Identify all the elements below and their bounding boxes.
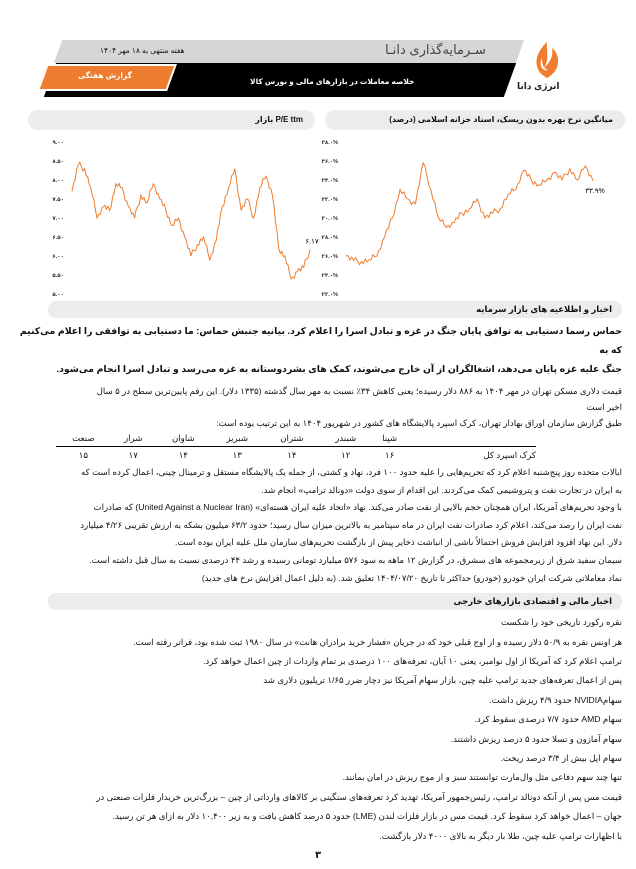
y-tick-label: ۳۲.۰% [321,197,338,203]
week-label: هفته منتهی به ۱۸ مهر ۱۴۰۴ [100,46,185,55]
table-header [408,431,536,447]
news-line: جنگ علیه غزه پایان می‌دهد، اشغالگران از آن خارج می‌شوند، کمک های بشردوستانه به غزه می‌رسد و تبادل اسرا انجام می‌شود. [56,364,622,374]
news-line: سهام AMD حدود ۷/۷ درصدی سقوط کرد. [474,714,622,725]
crack-spread-table [56,431,536,464]
news-line: نفت ایران را رصد می‌کند، اعلام کرد صادرات نفت ایران در ماه سپتامبر به بالاترین میزان سال رسید؛ حدود ۶۳/۲ میلیون بشکه به ارزش تقریبی ۴/۲۶ میلیارد [80,519,622,530]
company-name: سـرمایه‌گذاری دانـا [385,42,486,57]
table-cell: کرک اسپرد کل [483,450,536,460]
news-line: با وجود تحریم‌های آمریکا، ایران همچنان حجم بالایی از نفت صادر می‌کند. نهاد «اتحاد علیه ایران هسته‌ای» (United Against a Nuclear Iran) که صادرات [93,502,622,513]
table-cell: ۱۷ [128,450,138,460]
table-cell: ۱۶ [385,450,395,460]
y-tick-label: ۳۶.۰% [321,159,338,165]
news-line: دلار. این نهاد افزود افزایش فروش احتمالاً ناشی از انباشت ذخایر پیش از بازگشت تحریم‌های سازمان ملل علیه ایران بوده است. [175,537,622,548]
y-tick-label: ۳۴.۰% [321,178,338,184]
news-line: ترامپ اعلام کرد که آمریکا از اول نوامبر، یعنی ۱۰ آبان، تعرفه‌های ۱۰۰ درصدی بر تمام واردات از چین اعمال خواهد کرد. [202,655,622,666]
foreign-section-header: اخبار مالی و اقتصادی بازارهای خارجی [48,593,622,610]
news-line: جهان – اعمال خواهد کرد سقوط کرد. قیمت مس در بازار فلزات لندن (LME) حدود ۵ درصد کاهش یافت و به زیر ۱۰,۴۰۰ دلار به ازای هر تن رسید. [112,811,622,822]
last-value-label: ۳۳.۹% [585,187,605,195]
y-tick-label: ۶.۵۰ [52,235,64,241]
y-tick-label: ۸.۵۰ [52,159,64,165]
table-header: شبریز [211,431,264,447]
series-line [72,163,310,279]
domestic-news-hamas [14,322,622,379]
news-line: با اظهارات ترامپ علیه چین، طلا بار دیگر به بالای ۴۰۰۰ دلار بازگشت. [379,830,622,841]
y-tick-label: ۷.۰۰ [52,216,64,222]
news-line: اخیر است [586,402,622,412]
domestic-news-list [14,464,622,587]
domestic-news-housing [14,383,622,415]
flame-logo-icon [522,40,572,80]
news-line: تنها چند سهم دفاعی مثل وال‌مارت توانستند سبز و از موج ریزش در امان بمانند. [342,772,622,783]
domestic-section-header: اخبار و اطلاعیه های بازار سرمایه [48,301,622,318]
pe-chart-title: P/E ttm بازار [28,110,315,130]
table-cell: ۱۵ [78,450,88,460]
series-line [346,163,593,265]
crack-spread-intro: طبق گزارش سازمان اوراق بهادار تهران، کرک اسپرد پالایشگاه های کشور در شهریور ۱۴۰۴ به این ترتیب بوده است: [216,418,622,428]
y-tick-label: ۲۶.۰% [321,254,338,260]
report-body [14,301,622,869]
table-cell: ۱۴ [287,450,297,460]
report-type-label: گزارش هفتگی [78,71,132,80]
news-line: به ایران در تجارت نفت و پتروشیمی کمک می‌کردند. این اقدام از سوی دولت «دونالد ترامپ» انجام شد. [261,484,622,495]
y-tick-label: ۳۰.۰% [321,216,338,222]
last-value-label: ۶.۱۷ [305,238,319,246]
news-line: حماس رسما دستیابی به توافق پایان جنگ در غزه و تبادل اسرا را اعلام کرد. بیانیه جنبش حماس: ما دستیابی به توافقی را اعلام می‌کنیم که به [19,326,622,355]
y-tick-label: ۲۸.۰% [321,235,338,241]
y-tick-label: ۲۲.۰% [321,292,338,298]
y-tick-label: ۵.۰۰ [52,292,64,298]
y-tick-label: ۷.۵۰ [52,197,64,203]
table-header: شتران [264,431,321,447]
pe-chart [30,134,320,300]
table-cell: ۱۴ [178,450,188,460]
y-tick-label: ۵.۵۰ [52,273,64,279]
table-cell: ۱۲ [341,450,351,460]
table-cell: ۱۳ [232,450,242,460]
news-line: نماد معاملاتی شرکت ایران خودرو (خودرو) حداکثر تا تاریخ ۱۴۰۴/۰۷/۲۰ تعلیق شد. (به دلیل اعمال افزایش نرخ های جدید) [201,572,622,583]
foreign-news-list [14,613,622,846]
news-line: سهام اپل بیش از ۳/۴ درصد ریخت. [500,753,622,763]
y-tick-label: ۳۸.۰% [321,140,338,146]
table-header: شپنا [371,431,408,447]
logo-text: انرژی دانا [517,81,560,91]
news-line: قیمت دلاری مسکن تهران در مهر ۱۴۰۴ به ۸۸۶ دلار رسیده؛ یعنی کاهش ۳۴٪ نسبت به مهر سال گذشته (۱۳۳۵ دلار). این رقم پایین‌ترین سطح در ۵ سال [96,386,622,396]
table-header: شبندر [320,431,371,447]
y-tick-label: ۸.۰۰ [52,178,64,184]
rate-chart-title: میانگین نرخ بهره بدون ریسک، اسناد خزانه اسلامی (درصد) [325,110,625,130]
page-number: ۳ [314,850,322,862]
news-line: ایالات متحده روز پنج‌شنبه اعلام کرد که تحریم‌هایی را علیه حدود ۱۰۰ فرد، نهاد و کشتی، از جمله یک پالایشگاه مستقل و ترمینال چینی، اعمال کرده است که [81,467,622,477]
news-line: سهام آمازون و تسلا حدود ۵ درصد ریزش داشتند. [450,733,622,744]
news-line: قیمت مس پس از آنکه دونالد ترامپ، رئیس‌جمهور آمریکا، تهدید کرد تعرفه‌های سنگینی بر کالاهای وارداتی از چین – بزرگ‌ترین خریدار فلزات صنعتی در [96,791,622,802]
table-header: صنعت [56,431,111,447]
table-header: شاوان [156,431,211,447]
rate-chart [318,134,628,300]
news-line: سیمان سفید شرق از زیرمجموعه های سشرق، در گزارش ۱۲ ماهه به سود ۵۷۶ میلیارد تومانی رسیده و رشد ۴۴ درصدی نسبت به سال قبل داشته است. [89,554,622,565]
news-line: هر اونس نقره به ۵۰/۹ دلار رسیده و از اوج قبلی خود که در جریان «فشار خرید برادران هانت» در سال ۱۹۸۰ ثبت شده بود، فراتر رفته است. [133,636,622,647]
news-line: سهامNVIDIA حدود ۴/۹ ریزش داشت. [489,694,622,705]
y-tick-label: ۶.۰۰ [52,254,64,260]
report-subtitle: خلاصه معاملات در بازارهای مالی و بورس کالا [250,77,415,86]
news-line: پس از اعمال تعرفه‌های جدید ترامپ علیه چین، بازار سهام آمریکا نیز دچار ضرر ۱/۶۵ تریلیون دلاری شد [263,675,622,686]
y-tick-label: ۲۴.۰% [321,273,338,279]
table-header: شراز [111,431,156,447]
y-tick-label: ۹.۰۰ [52,140,64,146]
news-line: نقره رکورد تاریخی خود را شکست [500,617,622,628]
